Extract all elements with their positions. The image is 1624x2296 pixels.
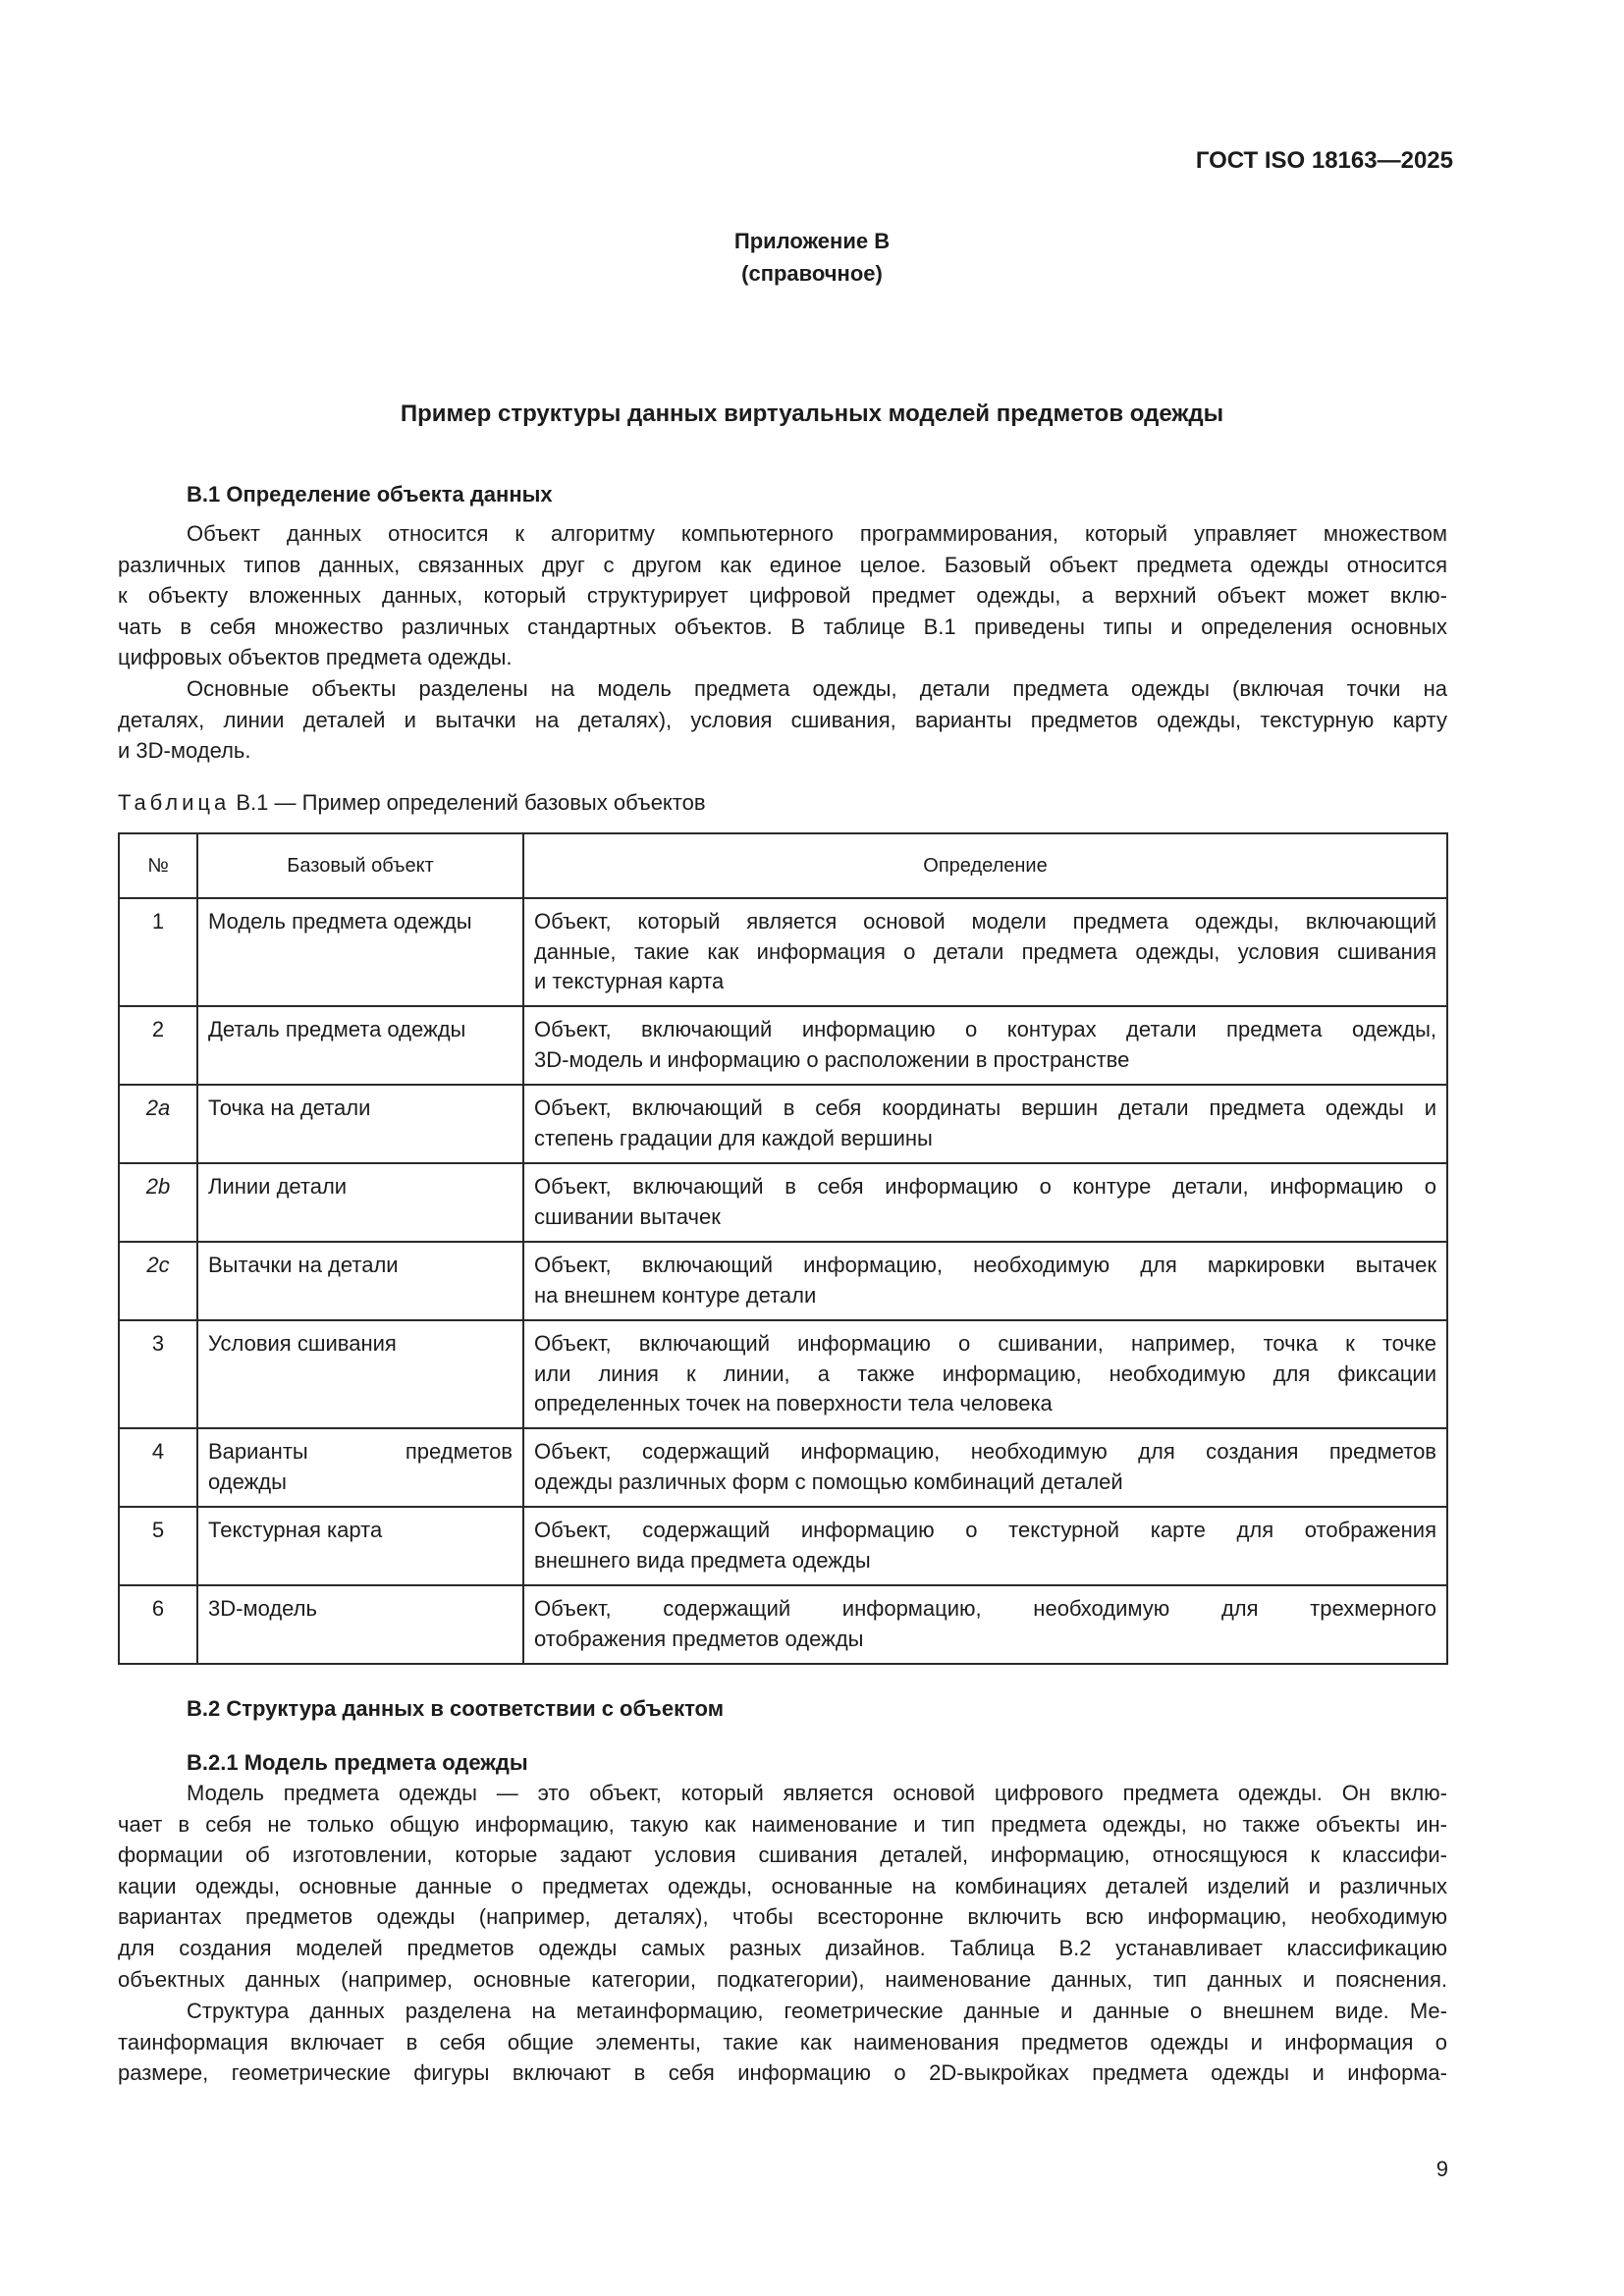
text-line: к объекту вложенных данных, который структурирует цифровой предмет одежды, а верхний объект может вклю-	[118, 583, 1447, 609]
table-row	[119, 1085, 1447, 1163]
row-object: Точка на детали	[197, 1085, 523, 1163]
text-line: для создания моделей предметов одежды самых разных дизайнов. Таблица В.2 устанавливает классификацию	[118, 1935, 1447, 1960]
row-number: 5	[119, 1507, 197, 1585]
section-b1-heading: В.1 Определение объекта данных	[187, 482, 553, 507]
row-number: 1	[119, 898, 197, 1006]
row-object-word: Варианты	[208, 1439, 308, 1464]
column-header-object: Базовый объект	[197, 833, 523, 898]
text-line: объектных данных (например, основные категории, подкатегории), наименование данных, тип данных и пояснения.	[118, 1966, 1447, 1992]
definition-line: данные, такие как информация о детали предмета одежды, условия сшивания	[534, 938, 1436, 964]
row-definition	[523, 1320, 1447, 1428]
row-object: Модель предмета одежды	[197, 898, 523, 1006]
row-number: 2c	[119, 1242, 197, 1320]
section-b2-heading: В.2 Структура данных в соответствии с объектом	[187, 1696, 724, 1721]
column-header-definition: Определение	[523, 833, 1447, 898]
definition-line: на внешнем контуре детали	[534, 1282, 817, 1308]
row-number: 3	[119, 1320, 197, 1428]
definition-line: Объект, содержащий информацию, необходимую для трехмерного	[534, 1596, 1436, 1621]
table-header-row	[119, 833, 1447, 898]
annex-title: Приложение В	[733, 229, 891, 253]
row-definition	[523, 898, 1447, 1006]
row-definition	[523, 1585, 1447, 1664]
definition-line: одежды различных форм с помощью комбинаций деталей	[534, 1468, 1123, 1494]
table-caption	[118, 790, 706, 816]
row-object: Вытачки на детали	[197, 1242, 523, 1320]
table-row	[119, 1006, 1447, 1085]
row-definition	[523, 1006, 1447, 1085]
definition-line: и текстурная карта	[534, 969, 725, 993]
definition-line: определенных точек на поверхности тела человека	[534, 1391, 1053, 1415]
table-caption-prefix: Таблица	[118, 790, 231, 815]
definition-line: Объект, включающий в себя координаты вершин детали предмета одежды и	[534, 1095, 1436, 1120]
text-line: кации одежды, основные данные о предметах одежды, основанные на комбинациях деталей изделий и различных	[118, 1873, 1447, 1898]
text-line: чает в себя не только общую информацию, такую как наименование и тип предмета одежды, но также объекты ин-	[118, 1811, 1447, 1837]
row-object: 3D-модель	[197, 1585, 523, 1664]
text-line: деталях, линии деталей и вытачки на деталях), условия сшивания, варианты предметов одежды, текстурную карту	[118, 707, 1447, 732]
section-b21-heading: В.2.1 Модель предмета одежды	[187, 1750, 528, 1775]
text-line: различных типов данных, связанных друг с другом как единое целое. Базовый объект предмета одежды относится	[118, 552, 1447, 577]
text-line: размере, геометрические фигуры включают в себя информацию о 2D-выкройках предмета одежды и информа-	[118, 2060, 1447, 2086]
text-line: чать в себя множество различных стандартных объектов. В таблице В.1 приведены типы и определения основных	[118, 614, 1447, 639]
table-row	[119, 1320, 1447, 1428]
definition-line: 3D-модель и информацию о расположении в пространстве	[534, 1046, 1130, 1072]
row-number: 6	[119, 1585, 197, 1664]
definition-line: Объект, включающий информацию о контурах детали предмета одежды,	[534, 1017, 1436, 1041]
row-object: Деталь предмета одежды	[197, 1006, 523, 1085]
section-b1-paragraph-1	[118, 518, 1447, 673]
row-object-word: предметов	[405, 1439, 513, 1464]
row-definition	[523, 1428, 1447, 1507]
definition-line: Объект, содержащий информацию о текстурной карте для отображения	[534, 1518, 1436, 1542]
text-line: формации об изготовлении, которые задают условия сшивания деталей, информацию, относящуюся к классифи-	[118, 1842, 1447, 1868]
text-line: и 3D-модель.	[118, 738, 251, 764]
definition-line: или линия к линии, а также информацию, необходимую для фиксации	[534, 1361, 1436, 1386]
section-b21-paragraph-2	[118, 1996, 1447, 2089]
row-number: 2	[119, 1006, 197, 1085]
page-number: 9	[1435, 2157, 1448, 2181]
section-b1-paragraph-2	[118, 673, 1447, 767]
section-b21-paragraph-1	[118, 1778, 1447, 1995]
row-number: 4	[119, 1428, 197, 1507]
table-row	[119, 1507, 1447, 1585]
definition-line: Объект, включающий информацию, необходимую для маркировки вытачек	[534, 1253, 1436, 1277]
text-line: Основные объекты разделены на модель предмета одежды, детали предмета одежды (включая точки на	[187, 676, 1447, 701]
row-object: Линии детали	[197, 1163, 523, 1242]
row-number: 2a	[119, 1085, 197, 1163]
definition-line: Объект, включающий в себя информацию о контуре детали, информацию о	[534, 1174, 1436, 1199]
row-definition	[523, 1085, 1447, 1163]
definition-line: Объект, который является основой модели предмета одежды, включающий	[534, 909, 1436, 934]
row-definition	[523, 1507, 1447, 1585]
row-definition	[523, 1163, 1447, 1242]
table-row	[119, 1242, 1447, 1320]
row-object: Текстурная карта	[197, 1507, 523, 1585]
row-object-word: одежды	[208, 1468, 287, 1494]
table-row	[119, 1428, 1447, 1507]
text-line: вариантах предметов одежды (например, деталях), чтобы всесторонне включить всю информацию, необходимую	[118, 1904, 1447, 1930]
definition-line: степень градации для каждой вершины	[534, 1125, 933, 1150]
column-header-number: №	[119, 833, 197, 898]
definition-line: внешнего вида предмета одежды	[534, 1547, 871, 1573]
definition-line: сшивании вытачек	[534, 1203, 721, 1229]
table-row	[119, 1163, 1447, 1242]
row-object: Условия сшивания	[197, 1320, 523, 1428]
document-id: ГОСТ ISO 18163—2025	[1195, 147, 1453, 174]
table-row	[119, 898, 1447, 1006]
annex-status: (справочное)	[741, 261, 883, 286]
definition-line: отображения предметов одежды	[534, 1626, 864, 1651]
definitions-table	[118, 832, 1448, 1665]
text-line: таинформация включает в себя общие элементы, такие как наименования предметов одежды и информация о	[118, 2029, 1447, 2055]
definition-line: Объект, включающий информацию о сшивании, например, точка к точке	[534, 1331, 1436, 1356]
text-line: цифровых объектов предмета одежды.	[118, 645, 513, 670]
text-line: Модель предмета одежды — это объект, который является основой цифрового предмета одежды. Он вклю-	[187, 1781, 1447, 1805]
row-object	[197, 1428, 523, 1507]
row-number: 2b	[119, 1163, 197, 1242]
definition-line: Объект, содержащий информацию, необходимую для создания предметов	[534, 1439, 1436, 1464]
row-definition	[523, 1242, 1447, 1320]
page-title: Пример структуры данных виртуальных моделей предметов одежды	[400, 400, 1224, 427]
table-caption-text: В.1 — Пример определений базовых объектов	[236, 790, 706, 815]
text-line: Объект данных относится к алгоритму компьютерного программирования, который управляет множеством	[187, 521, 1447, 546]
table-row	[119, 1585, 1447, 1664]
text-line: Структура данных разделена на метаинформацию, геометрические данные и данные о внешнем виде. Ме-	[187, 1999, 1447, 2023]
